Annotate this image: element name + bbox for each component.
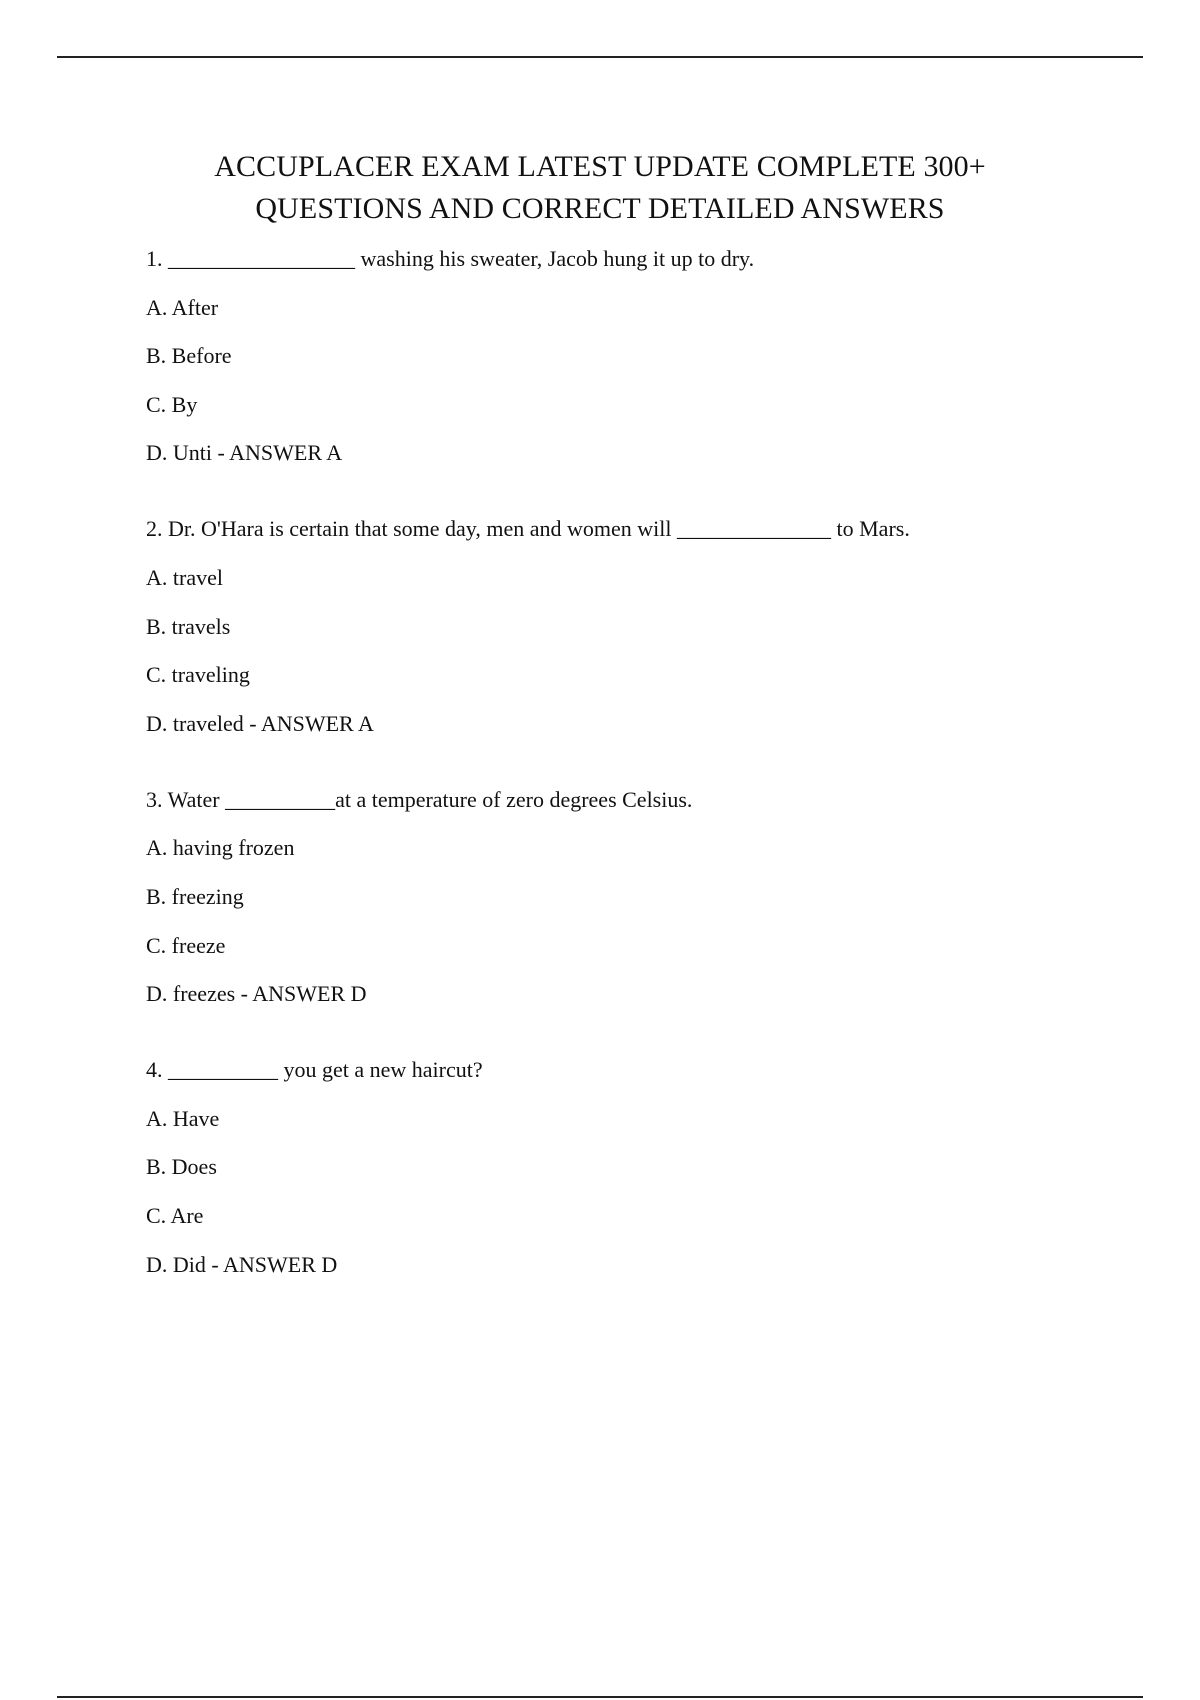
option-c: C. Are [146, 1202, 204, 1228]
option-d-answer: D. Unti - ANSWER A [146, 440, 343, 466]
title-line-2: QUESTIONS AND CORRECT DETAILED ANSWERS [255, 192, 945, 225]
question-text: 1. _________________ washing his sweater, Jacob hung it up to dry. [146, 246, 755, 271]
option-a: A. travel [146, 564, 223, 590]
questions-list [146, 245, 1136, 1327]
question-1 [146, 245, 1136, 467]
option-c: C. traveling [146, 662, 250, 688]
option-c: C. freeze [146, 932, 226, 958]
header-rule [57, 56, 1143, 58]
document-title [57, 146, 1143, 230]
option-d-answer: D. traveled - ANSWER A [146, 710, 374, 736]
question-text: 3. Water __________at a temperature of zero degrees Celsius. [146, 786, 693, 812]
option-d-answer: D. Did - ANSWER D [146, 1251, 338, 1277]
question-2 [146, 515, 1136, 737]
option-a: A. Have [146, 1105, 220, 1131]
option-a: A. having frozen [146, 835, 295, 861]
question-text: 4. __________ you get a new haircut? [146, 1057, 483, 1083]
option-d-answer: D. freezes - ANSWER D [146, 981, 367, 1007]
question-text: 2. Dr. O'Hara is certain that some day, men and women will ______________ to Mars. [146, 516, 910, 542]
title-line-1: ACCUPLACER EXAM LATEST UPDATE COMPLETE 300+ [214, 150, 986, 183]
option-b: B. travels [146, 613, 231, 639]
option-b: B. Before [146, 343, 232, 369]
option-b: B. Does [146, 1154, 217, 1180]
question-4 [146, 1056, 1136, 1278]
option-a: A. After [146, 294, 219, 320]
option-b: B. freezing [146, 883, 244, 909]
footer-rule [57, 1696, 1143, 1698]
question-3 [146, 786, 1136, 1008]
option-c: C. By [146, 391, 198, 417]
